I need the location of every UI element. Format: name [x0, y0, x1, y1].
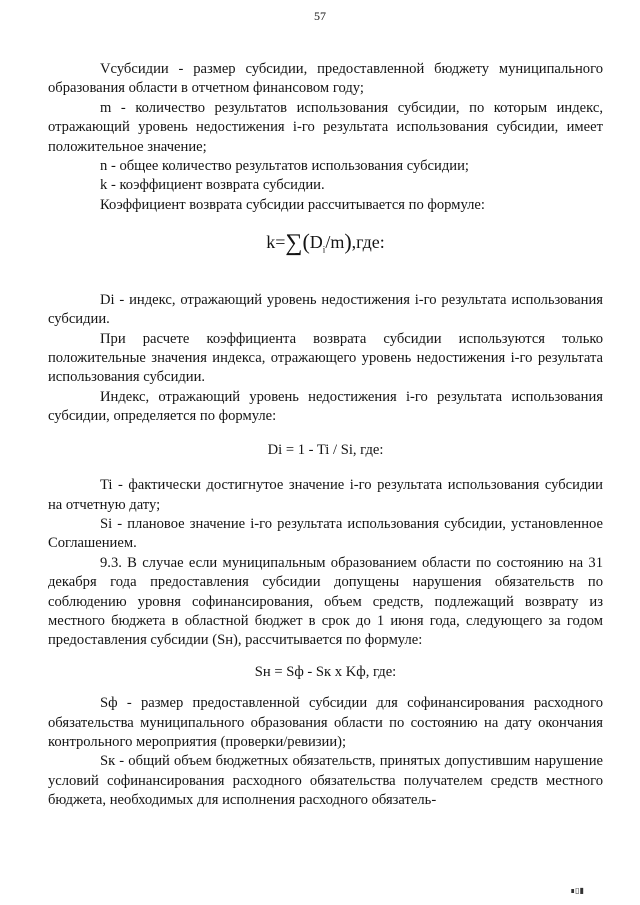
footer-mark: ∎▯▮ [570, 886, 584, 895]
paragraph-si-definition: Si - плановое значение i-го результата использования субсидии, установленное Соглашением. [48, 515, 603, 552]
paragraph-sk-definition: Sк - общий объем бюджетных обязательств, принятых допустившим нарушение условий софинансирования расходного обязательства получателем средств местного бюджета, необходимых для исполнения расходного обязатель- [48, 753, 603, 809]
formula-di: Di = 1 - Ti / Si, где: [267, 441, 384, 458]
paragraph-di-formula-intro: Индекс, отражающий уровень недостижения i-го результата использования субсидии, определяется по формуле: [48, 388, 603, 425]
paragraph-n-definition: n - общее количество результатов использования субсидии; [100, 158, 469, 175]
formula-k-open-paren: ( [302, 229, 310, 255]
paragraph-m-definition: m - количество результатов использования субсидии, по которым индекс, отражающий уровень недостижения i-го результата использования субсидии, имеет положительное значение; [48, 99, 603, 155]
formula-k [48, 227, 603, 265]
paragraph-di-definition: Di - индекс, отражающий уровень недостижения i-го результата использования субсидии. [48, 291, 603, 328]
formula-k-tail: ,где: [351, 232, 385, 253]
formula-sn: Sн = Sф - Sк x Kф, где: [254, 663, 397, 680]
paragraph-ti-definition: Ti - фактически достигнутое значение i-го результата использования субсидии на отчетную дату; [48, 477, 603, 513]
page-number: 57 [314, 9, 326, 23]
formula-k-lhs: k= [266, 232, 286, 253]
paragraph-section-9-3: 9.3. В случае если муниципальным образованием области по состоянию на 31 декабря года предоставления субсидии допущены нарушения обязательств по соблюдению уровня софинансирования, объем средств, подлежащий возврату из местного бюджета в областной бюджет в срок до 1 июня года, следующего за годом предоставления субсидии (Sн), рассчитывается по формуле: [48, 554, 603, 649]
document-body [48, 60, 603, 811]
paragraph-vsubsidy: Vсубсидии - размер субсидии, предоставленной бюджету муниципального образования области в отчетном финансовом году; [48, 61, 603, 97]
paragraph-k-definition: k - коэффициент возврата субсидии. [100, 177, 325, 194]
paragraph-sf-definition: Sф - размер предоставленной субсидии для софинансирования расходного обязательства муниципального образования области по состоянию на дату окончания контрольного мероприятия (проверки/ревизии); [48, 695, 603, 750]
sigma-symbol: ∑ [285, 230, 303, 257]
paragraph-k-formula-intro: Коэффициент возврата субсидии рассчитывается по формуле: [100, 196, 485, 213]
formula-k-d: D [309, 232, 323, 253]
formula-k-close-paren: ) [344, 229, 352, 255]
formula-k-rest: /m [325, 232, 345, 253]
paragraph-positive-values: При расчете коэффициента возврата субсидии используются только положительные значения индекса, отражающего уровень недостижения i-го результата использования субсидии. [48, 330, 603, 386]
formula-k-subscript: i [322, 244, 326, 255]
